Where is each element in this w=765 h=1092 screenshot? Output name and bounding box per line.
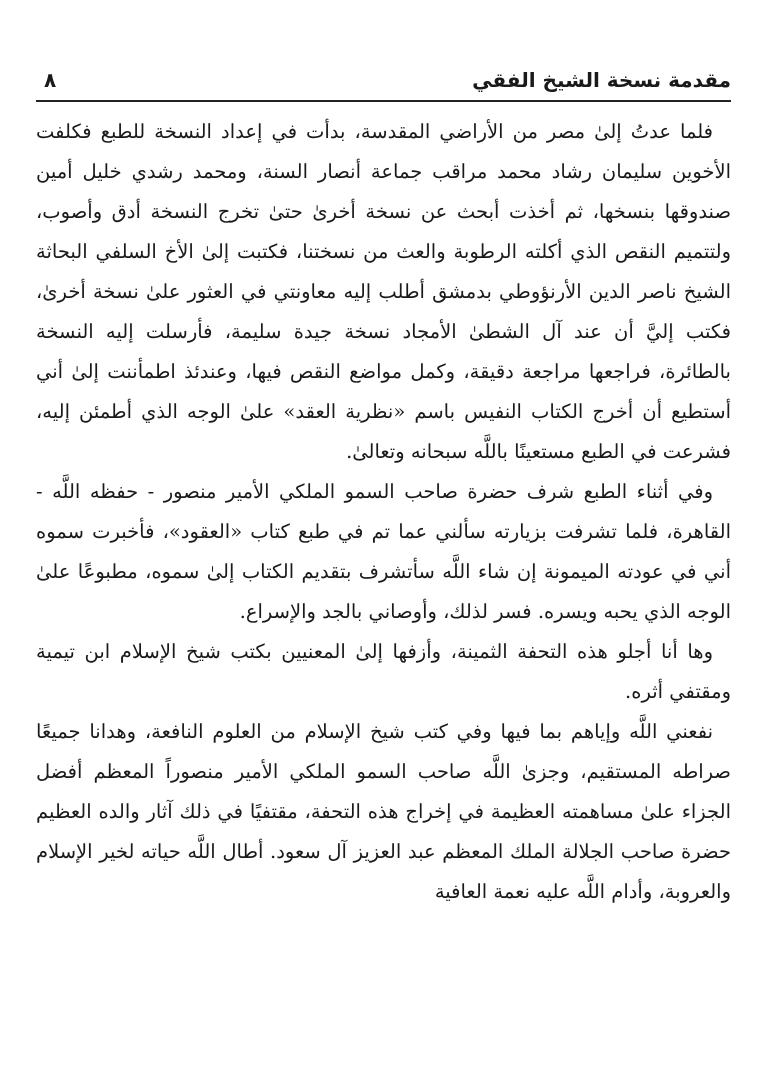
page-header	[36, 62, 731, 98]
paragraph: فلما عدتُ إلىٰ مصر من الأراضي المقدسة، بدأت في إعداد النسخة للطبع فكلفت الأخوين سليمان رشاد محمد مراقب جماعة أنصار السنة، ومحمد رشدي خليل أمين صندوقها بنسخها، ثم أخذت أبحث عن نسخة أخرىٰ حتىٰ تخرج النسخة أدق وأصوب، ولتتميم النقص الذي أكلته الرطوبة والعث من نسختنا، فكتبت إلىٰ الأخ السلفي البحاثة الشيخ ناصر الدين الأرنؤوطي بدمشق أطلب إليه معاونتي في العثور علىٰ نسخة أخرىٰ، فكتب إليَّ أن عند آل الشطىٰ الأمجاد نسخة جيدة سليمة، فأرسلت إليه النسخة بالطائرة، فراجعها مراجعة دقيقة، وكمل مواضع النقص فيها، وعندئذ اطمأننت إلىٰ أني أستطيع أن أخرج الكتاب النفيس باسم «نظرية العقد» علىٰ الوجه الذي أطمئن إليه، فشرعت في الطبع مستعينًا باللَّه سبحانه وتعالىٰ.	[36, 120, 731, 463]
paragraph: نفعني اللَّه وإياهم بما فيها وفي كتب شيخ الإسلام من العلوم النافعة، وهدانا جميعًا صراطه المستقيم، وجزىٰ اللَّه صاحب السمو الملكي الأمير منصوراً المعظم أفضل الجزاء علىٰ مساهمته العظيمة في إخراج هذه التحفة، مقتفيًا في ذلك آثار والده العظيم حضرة صاحب الجلالة الملك المعظم عبد العزيز آل سعود. أطال اللَّه حياته لخير الإسلام والعروبة، وأدام اللَّه عليه نعمة العافية	[36, 720, 731, 903]
running-title: مقدمة نسخة الشيخ الفقي	[472, 68, 731, 92]
page-body	[36, 112, 731, 912]
book-page	[36, 62, 731, 1072]
header-rule	[36, 100, 731, 102]
paragraph: وفي أثناء الطبع شرف حضرة صاحب السمو الملكي الأمير منصور - حفظه اللَّه - القاهرة، فلما تشرفت بزيارته سألني عما تم في طبع كتاب «العقود»، فأخبرت سموه أني في عودته الميمونة إن شاء اللَّه سأتشرف بتقديم الكتاب إلىٰ سموه، مطبوعًا علىٰ الوجه الذي يحبه ويسره. فسر لذلك، وأوصاني بالجد والإسراع.	[36, 480, 731, 623]
page-number: ٨	[44, 68, 57, 92]
paragraph: وها أنا أجلو هذه التحفة الثمينة، وأزفها إلىٰ المعنيين بكتب شيخ الإسلام ابن تيمية ومقتفي أثره.	[36, 640, 731, 703]
